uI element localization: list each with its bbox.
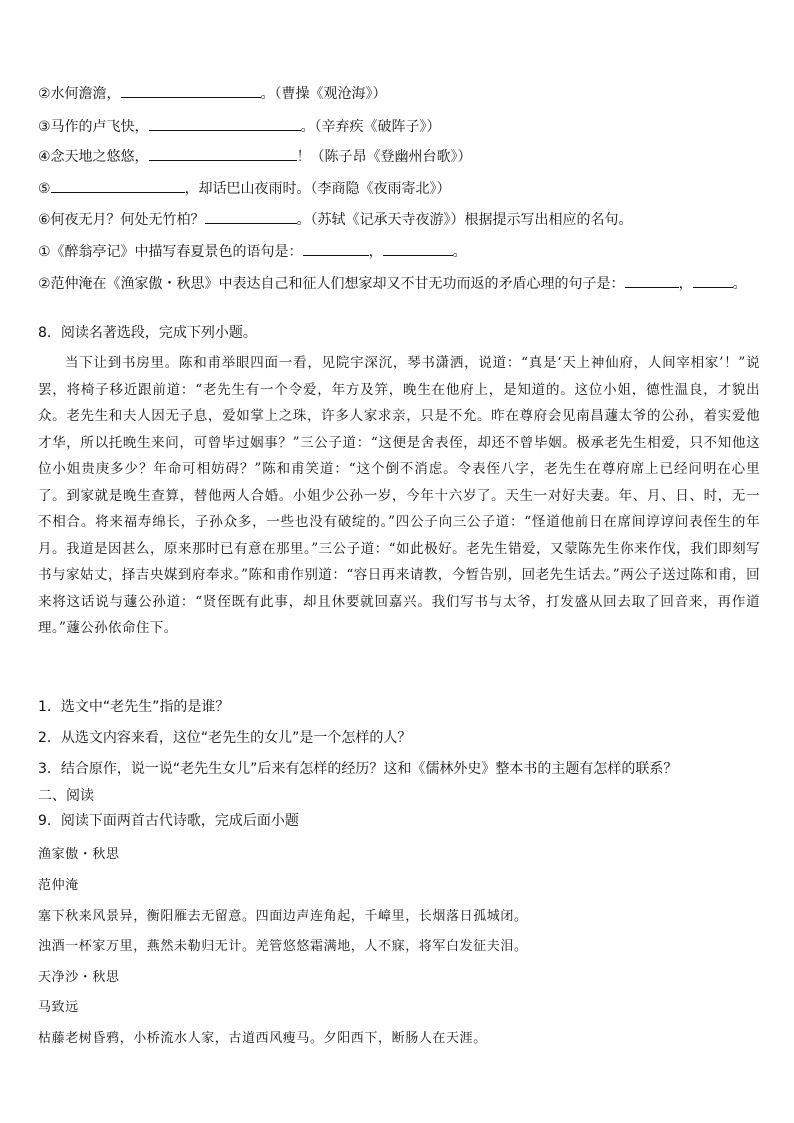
question-text: ⑥何夜无月？何处无竹柏？ bbox=[38, 212, 205, 228]
question-text: ②水何澹澹， bbox=[38, 86, 121, 102]
poem-2-title: 天净沙・秋思 bbox=[38, 970, 120, 985]
question-source: 。（曹操《观沧海》） bbox=[260, 86, 387, 102]
answer-blank[interactable] bbox=[205, 209, 297, 224]
question-source: 。（苏轼《记承天寺夜游》）根据提示写出相应的名句。 bbox=[296, 212, 633, 228]
separator: ， bbox=[678, 276, 693, 292]
question-text: ①《醉翁亭记》中描写春夏景色的语句是： bbox=[38, 244, 303, 260]
period: 。 bbox=[732, 276, 747, 292]
poem-2-line-1: 枯藤老树昏鸦，小桥流水人家，古道西风瘦马。夕阳西下，断肠人在天涯。 bbox=[38, 1031, 487, 1046]
blank-question-2 bbox=[38, 83, 387, 103]
answer-blank[interactable] bbox=[149, 116, 301, 131]
question-8-heading: 8．阅读名著选段，完成下列小题。 bbox=[38, 325, 257, 341]
period: 。 bbox=[452, 244, 467, 260]
blank-recall-2 bbox=[38, 273, 747, 293]
answer-blank[interactable] bbox=[693, 273, 733, 288]
section-2-heading: 二、阅读 bbox=[38, 788, 94, 804]
question-text: ②范仲淹在《渔家傲・秋思》中表达自己和征人们想家却又不甘无功而返的矛盾心理的句子是： bbox=[38, 276, 625, 292]
question-8-sub-2: 2．从选文内容来看，这位“老先生的女儿”是一个怎样的人？ bbox=[38, 730, 412, 746]
separator: ， bbox=[368, 244, 383, 260]
question-8-passage: 当下让到书房里。陈和甫举眼四面一看，见院宇深沉，琴书潇洒，说道：“真是‘天上神仙府，人间宰相家’！”说罢，将椅子移近跟前道：“老先生有一个令爱，年方及笄，晚生在他府上，是知道的。这位小姐，德性温良，才貌出众。老先生和夫人因无子息，爱如掌上之珠，许多人家求亲，只是不允。昨在尊府会见南昌蘧太爷的公孙，着实爱他才华，所以托晚生来问，可曾毕过姻事？”三公子道：“这便是舍表侄，却还不曾毕姻。极承老先生相爱，只不知他这位小姐贵庚多少？年命可相妨碍？”陈和甫笑道：“这个倒不消虑。令表侄八字，老先生在尊府席上已经问明在心里了。到家就是晚生查算，替他两人合婚。小姐少公孙一岁，今年十六岁了。天生一对好夫妻。年、月、日、时，无一不相合。将来福寿绵长，子孙众多，一些也没有破绽的。”四公子向三公子道：“怪道他前日在席间谆谆问表侄生的年月。我道是因甚么，原来那时已有意在那里。”三公子道：“如此极好。老先生错爱，又蒙陈先生你来作伐，我们即刻写书与家姑丈，择吉央媒到府奉求。”陈和甫作别道：“容日再来请教，今暂告别，回老先生话去。”两公子送过陈和甫，回来将这话说与蘧公孙道：“贤侄既有此事，却且休要就回嘉兴。我们写书与太爷，打发盛从回去取了回音来，再作道理。”蘧公孙依命住下。 bbox=[38, 355, 760, 636]
blank-question-6 bbox=[38, 209, 633, 229]
poem-1-title: 渔家傲・秋思 bbox=[38, 847, 120, 862]
poem-2-author: 马致远 bbox=[38, 1000, 79, 1015]
answer-blank[interactable] bbox=[149, 146, 297, 161]
question-text: ④念天地之悠悠， bbox=[38, 149, 149, 165]
answer-blank[interactable] bbox=[383, 241, 453, 256]
question-text: ⑤ bbox=[38, 181, 51, 197]
answer-blank[interactable] bbox=[303, 241, 369, 256]
question-source: ，却话巴山夜雨时。（李商隐《夜雨寄北》） bbox=[184, 181, 451, 197]
blank-question-3 bbox=[38, 116, 441, 136]
blank-question-4 bbox=[38, 146, 472, 166]
poem-1-line-1: 塞下秋来风景异，衡阳雁去无留意。四面边声连角起，千嶂里，长烟落日孤城闭。 bbox=[38, 909, 528, 924]
question-8-sub-3: 3．结合原作，说一说“老先生女儿”后来有怎样的经历？这和《儒林外史》整本书的主题有怎样的联系？ bbox=[38, 761, 678, 777]
question-8-sub-1: 1．选文中“老先生”指的是谁？ bbox=[38, 699, 230, 715]
blank-question-5 bbox=[38, 178, 451, 198]
question-9-heading: 9．阅读下面两首古代诗歌，完成后面小题 bbox=[38, 813, 299, 829]
answer-blank[interactable] bbox=[121, 83, 261, 98]
poem-1-line-2: 浊酒一杯家万里，燕然未勒归无计。羌管悠悠霜满地，人不寐，将军白发征夫泪。 bbox=[38, 939, 528, 954]
question-text: ③马作的卢飞快， bbox=[38, 119, 149, 135]
answer-blank[interactable] bbox=[51, 178, 185, 193]
question-source: 。（辛弃疾《破阵子》） bbox=[300, 119, 441, 135]
poem-1-author: 范仲淹 bbox=[38, 878, 79, 893]
blank-recall-1 bbox=[38, 241, 467, 261]
question-source: ！（陈子昂《登幽州台歌》） bbox=[296, 149, 472, 165]
answer-blank[interactable] bbox=[625, 273, 679, 288]
